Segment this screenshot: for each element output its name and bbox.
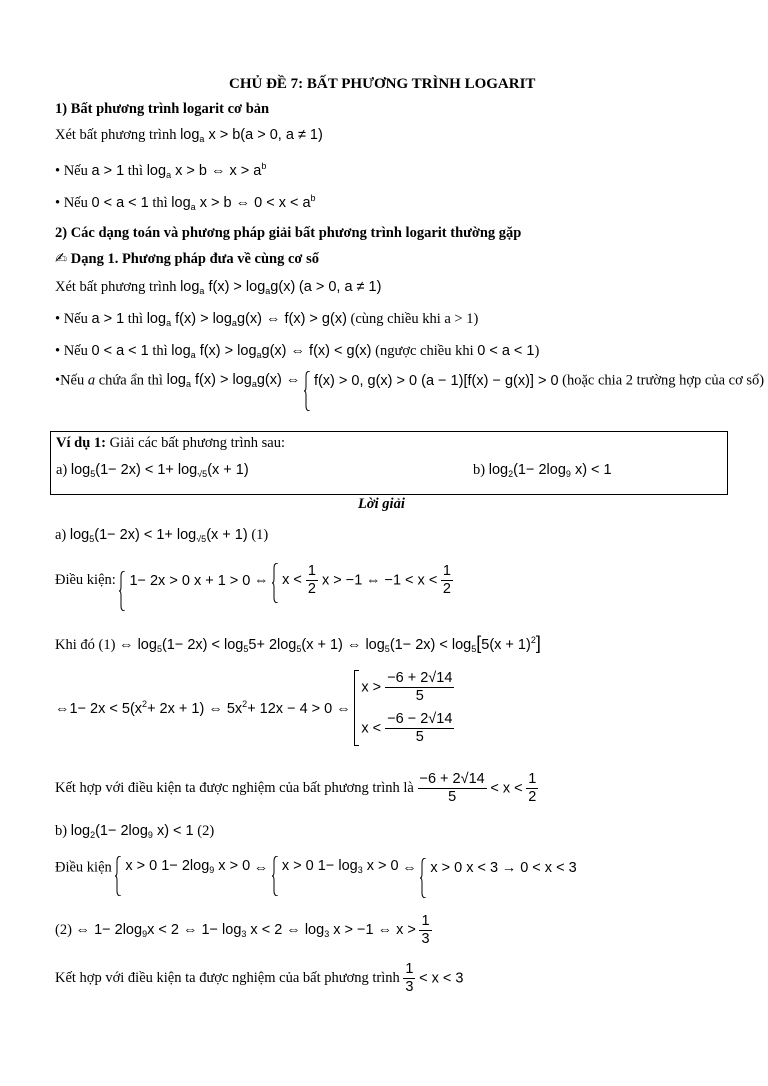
solution-b-condition: Điều kiện x > 0 $1- 2\log_9$ x > 0 ⇔ x > 0 $1- \log_3 x > 0$ ⇔ x > 0 x < 3 → 0 < x < 3 bbox=[55, 856, 577, 880]
dang1-rule3: •Nếu a chứa ẩn thì $\log_a f(x) > \log_ag(x)$ ⇔ f(x) > 0, g(x) > 0 (a − 1)[f(x) − g(x)] > 0 (hoặc chia 2 trường hợp của cơ số) bbox=[55, 371, 764, 391]
section1-case2: • Nếu 0 < a < 1 thì $\log_a x > b$ ⇔ $0 < x < a^b$ bbox=[55, 193, 316, 212]
section1-heading: 1) Bất phương trình logarit cơ bản bbox=[55, 101, 270, 117]
dang1-intro: Xét bất phương trình $\log_a f(x) > \log_ag(x) (a > 0$, a ≠ 1) bbox=[55, 279, 382, 296]
condition-system: f(x) > 0, g(x) > 0 (a − 1)[f(x) − g(x)] > 0 bbox=[304, 371, 559, 391]
example-b: b) $\log_2(1- 2\log_9$ x) < 1 bbox=[473, 462, 612, 479]
page-title: CHỦ ĐỀ 7: BẤT PHƯƠNG TRÌNH LOGARIT bbox=[229, 76, 536, 92]
solution-a-condition: Điều kiện: 1− 2x > 0 x + 1 > 0 ⇔ x < $\frac{1}{2}$ x > −1 ⇔ −1 < x < $\frac{1}{2}$ bbox=[55, 563, 453, 598]
solution-b-answer: Kết hợp với điều kiện ta được nghiệm của bất phương trình $\frac{1}{3}$ < x < 3 bbox=[55, 961, 464, 995]
solution-roots: x > $\frac{-6 + 2√14}{5}$ x < $\frac{-6 - 2√14}{5}$ bbox=[354, 670, 454, 746]
solution-a-step2: ⇔1− $2x < 5(x^2+ 2x + 1)$ ⇔ $5x^2+ 12x - 4 > 0$ ⇔ x > $\frac{-6 + 2√14}{5}$ x < $\frac{-6 - 2√14}{5}$ bbox=[55, 670, 453, 745]
solution-b-step: (2) ⇔ $1- 2\log_9x < 2$ ⇔ $1- \log_3 x < 2$ ⇔ $\log_3 x > -1$ ⇔ x > $\frac{1}{3}$ bbox=[55, 913, 430, 947]
dang1-rule1: • Nếu a > 1 thì $\log_a f(x) > \log_ag(x)$ ⇔ f(x) > g(x) (cùng chiều khi a > 1) bbox=[55, 311, 479, 328]
dang1-heading: ✍ Dạng 1. Phương pháp đưa về cùng cơ số bbox=[55, 251, 319, 267]
solution-a-line: a) $\log_5(1- 2x) < 1+ \log_{√5}(x + 1)$ (1) bbox=[55, 527, 269, 544]
pen-writing-icon: ✍ bbox=[55, 251, 68, 267]
section1-case1: • Nếu a > 1 thì $\log_a x > b$ ⇔ $x > a^b$ bbox=[55, 161, 267, 180]
section2-heading: 2) Các dạng toán và phương pháp giải bất phương trình logarit thường gặp bbox=[55, 225, 522, 241]
section1-intro: Xét bất phương trình $\log_a x > b(a > 0$, a ≠ 1) bbox=[55, 127, 323, 144]
dang1-rule2: • Nếu 0 < a < 1 thì $\log_a f(x) > \log_ag(x)$ ⇔ f(x) < g(x) (ngược chiều khi 0 < a < 1) bbox=[55, 343, 540, 360]
solution-b-line: b) $\log_2(1- 2\log_9$ x) < 1 (2) bbox=[55, 823, 215, 840]
solution-heading: Lời giải bbox=[358, 496, 405, 512]
example-a: a) $\log_5(1- 2x) < 1+ \log_{√5}(x + 1)$ bbox=[56, 462, 249, 479]
solution-a-step1: Khi đó (1) ⇔ $\log_5(1- 2x) < \log_55+ 2\log_5(x + 1)$ ⇔ $\log_5(1- 2x) < \log_5[5(x + 1)^2]$ bbox=[55, 633, 541, 654]
solution-a-answer: Kết hợp với điều kiện ta được nghiệm của bất phương trình là $\frac{-6 + 2√14}{5}$ < x < $\frac{1}{2}$ bbox=[55, 771, 537, 805]
example-prompt: Ví dụ 1: Giải các bất phương trình sau: bbox=[56, 435, 285, 451]
